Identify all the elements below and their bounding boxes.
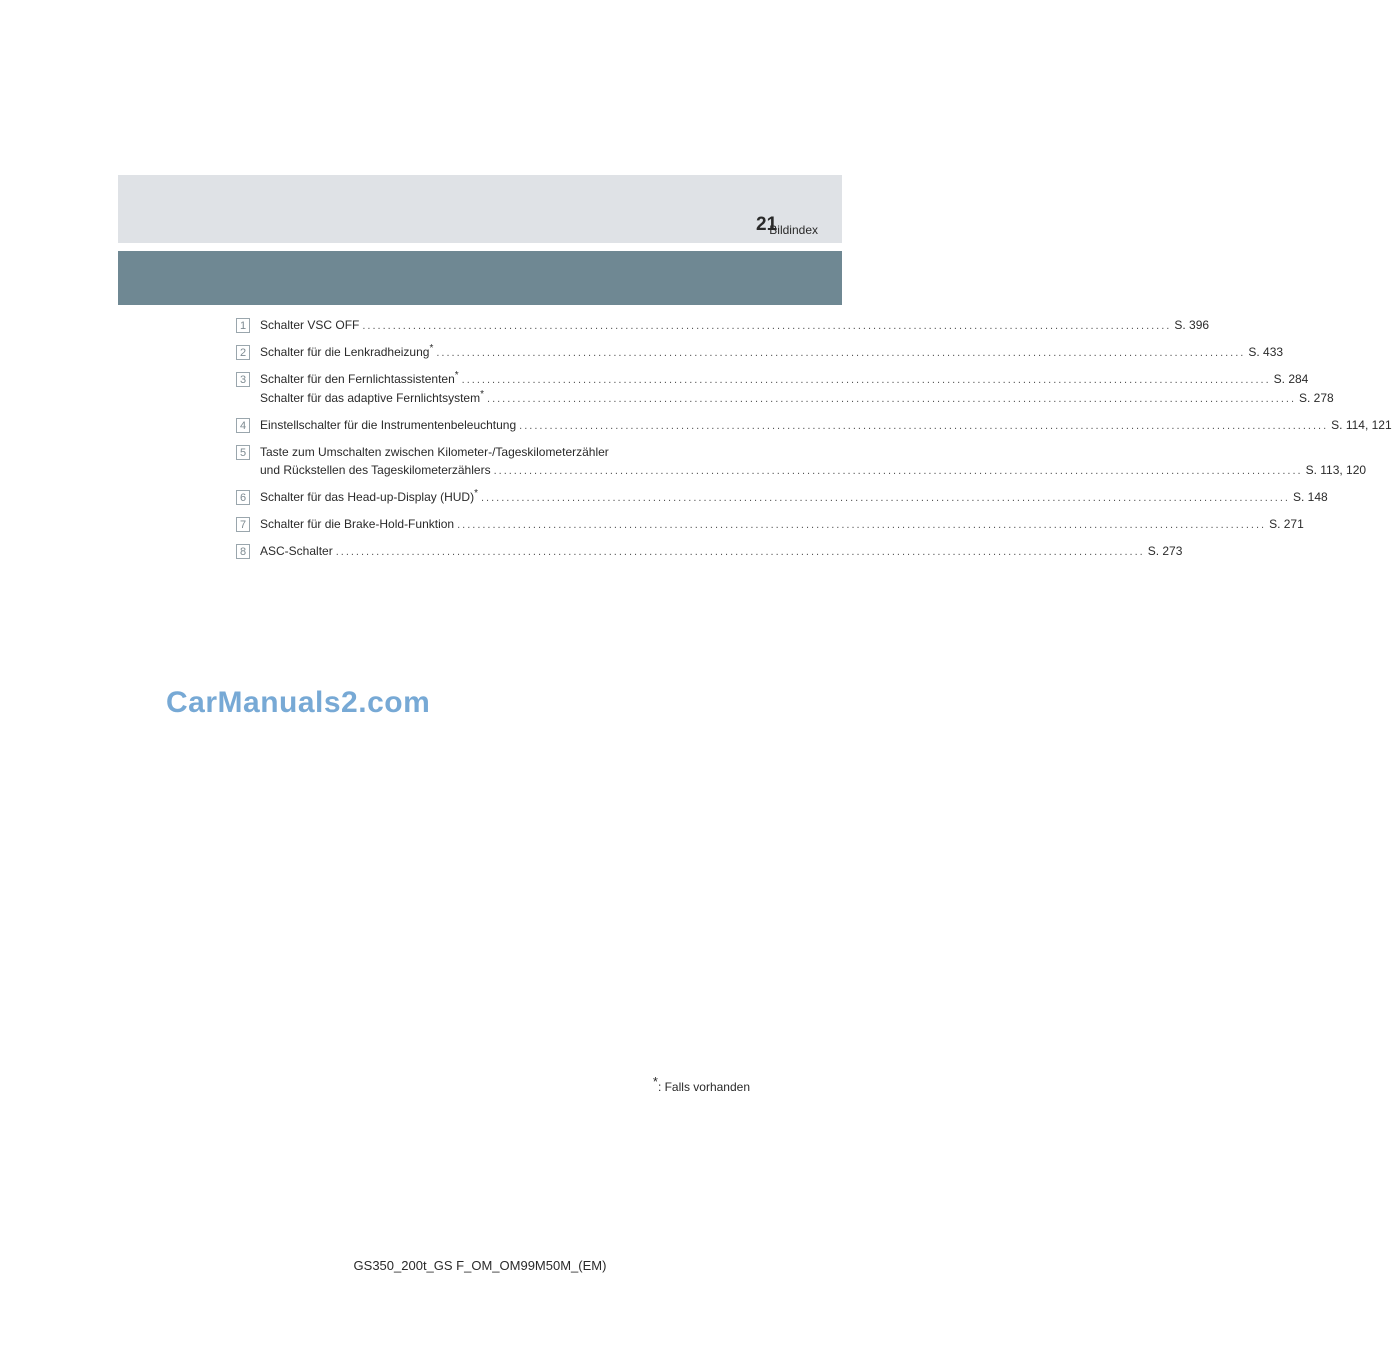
page-reference[interactable]: S. 273 xyxy=(1147,544,1183,558)
entry-label: Schalter VSC OFF xyxy=(260,318,360,332)
page-number: 21 xyxy=(756,214,778,235)
optional-marker: * xyxy=(454,370,459,381)
entry-number: 1 xyxy=(236,318,250,333)
section-band xyxy=(118,251,842,305)
entry-number: 6 xyxy=(236,490,250,505)
entry-label: Schalter für das Head-up-Display (HUD) xyxy=(260,490,475,504)
page-reference[interactable]: S. 114, 121 xyxy=(1331,418,1392,432)
index-entry-1 xyxy=(236,316,1210,335)
index-entry-8 xyxy=(236,542,1183,561)
entry-label-first-line: Taste zum Umschalten zwischen Kilometer-/Tageskilometerzähler xyxy=(260,445,609,459)
leader-dots: ................................................................................................................................................................ xyxy=(461,374,1271,386)
footnote-text: : Falls vorhanden xyxy=(657,1080,750,1094)
leader-dots: ................................................................................................................................................................ xyxy=(457,519,1267,531)
leader-dots: ................................................................................................................................................................ xyxy=(335,546,1145,558)
index-entry-2 xyxy=(236,343,1284,362)
optional-marker: * xyxy=(480,389,485,400)
page-reference[interactable]: S. 396 xyxy=(1174,318,1210,332)
optional-marker: * xyxy=(474,488,478,499)
entry-label: Schalter für die Brake-Hold-Funktion xyxy=(260,517,455,531)
leader-dots: ................................................................................................................................................................ xyxy=(487,393,1296,405)
footnote xyxy=(652,1074,750,1094)
entry-label: Einstellschalter für die Instrumentenbeleuchtung xyxy=(260,418,517,432)
leader-dots: ................................................................................................................................................................ xyxy=(480,492,1290,504)
watermark: CarManuals2.com xyxy=(166,686,431,719)
entry-number: 2 xyxy=(236,345,250,360)
leader-dots: ................................................................................................................................................................ xyxy=(362,320,1172,332)
entry-number: 8 xyxy=(236,544,250,559)
entry-label: ASC-Schalter xyxy=(260,544,333,558)
index-entry-7 xyxy=(236,515,1304,534)
page-reference[interactable]: S. 271 xyxy=(1269,517,1304,531)
page-reference[interactable]: S. 284 xyxy=(1273,372,1309,386)
page-reference[interactable]: S. 148 xyxy=(1292,490,1328,504)
index-entry-3 xyxy=(236,370,1334,408)
entry-number: 4 xyxy=(236,418,250,433)
section-title: Bildindex xyxy=(769,223,818,237)
document-code: GS350_200t_GS F_OM_OM99M50M_(EM) xyxy=(353,1258,607,1273)
leader-dots: ................................................................................................................................................................ xyxy=(519,420,1329,432)
entry-label: Schalter für die Lenkradheizung xyxy=(260,345,430,359)
index-entries xyxy=(236,316,1392,569)
optional-marker: * xyxy=(429,343,434,354)
index-entry-5 xyxy=(236,443,1367,480)
leader-dots: ................................................................................................................................................................ xyxy=(493,465,1303,477)
entry-number: 7 xyxy=(236,517,250,532)
page-reference[interactable]: S. 113, 120 xyxy=(1305,463,1367,477)
index-entry-4 xyxy=(236,416,1392,435)
index-entry-6 xyxy=(236,488,1328,507)
page-reference[interactable]: S. 433 xyxy=(1248,345,1284,359)
entry-label: Schalter für den Fernlichtassistenten xyxy=(260,372,455,386)
header-band xyxy=(118,175,842,243)
leader-dots: ................................................................................................................................................................ xyxy=(436,347,1246,359)
entry-sub-label: Schalter für das adaptive Fernlichtsystem xyxy=(260,391,481,405)
entry-number: 3 xyxy=(236,372,250,387)
footnote-marker: * xyxy=(652,1074,658,1089)
entry-number: 5 xyxy=(236,445,250,460)
entry-label: und Rückstellen des Tageskilometerzählers xyxy=(260,463,491,477)
page-reference[interactable]: S. 278 xyxy=(1299,391,1334,405)
